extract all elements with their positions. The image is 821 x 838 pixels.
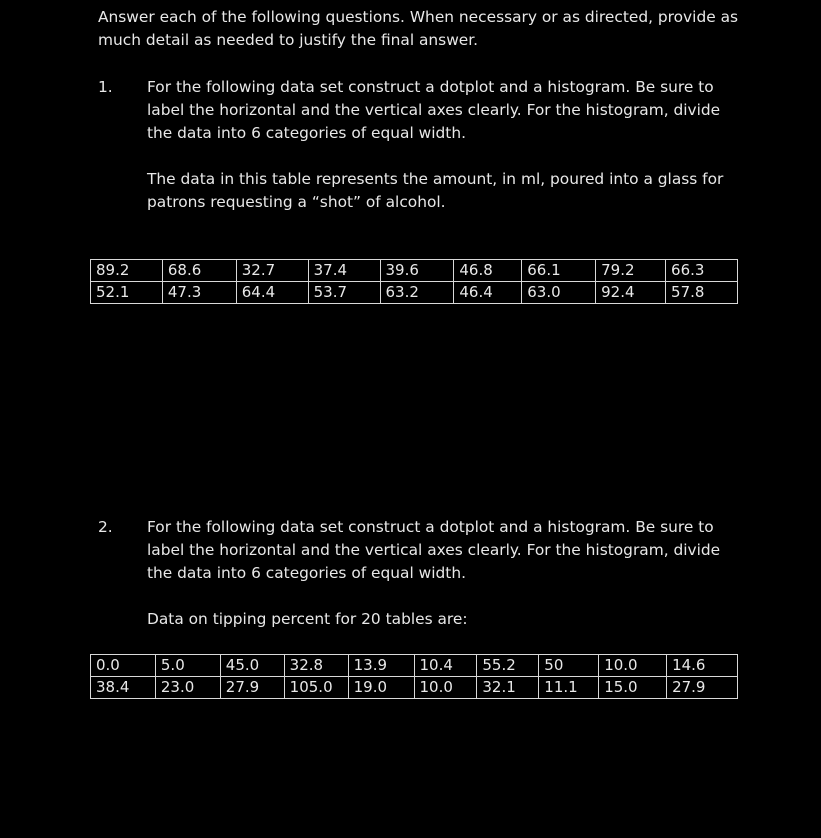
question-1-table-cell: 47.3: [162, 282, 236, 304]
table-row: [91, 655, 738, 677]
question-2-table-cell: 38.4: [91, 677, 156, 699]
question-2-table-cell: 23.0: [155, 677, 220, 699]
question-1-table-cell: 92.4: [596, 282, 666, 304]
question-2-table-cell: 105.0: [284, 677, 348, 699]
question-2-table-cell: 10.0: [414, 677, 477, 699]
question-2-table-cell: 5.0: [155, 655, 220, 677]
question-1-table-cell: 46.8: [454, 260, 522, 282]
table-row: [91, 677, 738, 699]
question-1-table-cell: 64.4: [236, 282, 308, 304]
question-2-table-cell: 11.1: [539, 677, 599, 699]
question-2-table-cell: 19.0: [348, 677, 414, 699]
question-1-table-cell: 68.6: [162, 260, 236, 282]
question-2-table-cell: 14.6: [667, 655, 738, 677]
question-1-table-cell: 53.7: [308, 282, 380, 304]
question-2-table-cell: 0.0: [91, 655, 156, 677]
question-2-table-cell: 45.0: [220, 655, 284, 677]
table-row: [91, 260, 738, 282]
question-2-description: Data on tipping percent for 20 tables are:: [147, 610, 468, 628]
question-1-table-cell: 46.4: [454, 282, 522, 304]
question-2-table-cell: 13.9: [348, 655, 414, 677]
question-1-table-cell: 63.0: [522, 282, 596, 304]
question-2-table-cell: 15.0: [599, 677, 667, 699]
question-1-data-table: [90, 259, 738, 304]
question-1-table-cell: 89.2: [91, 260, 163, 282]
question-1-table-cell: 37.4: [308, 260, 380, 282]
question-1-table-cell: 32.7: [236, 260, 308, 282]
question-2-number: 2.: [98, 518, 113, 536]
question-1-description: The data in this table represents the amount, in ml, poured into a glass for patrons requesting a “shot” of alcohol.: [147, 170, 724, 211]
question-2-table-cell: 27.9: [667, 677, 738, 699]
question-1-table-cell: 66.3: [666, 260, 738, 282]
question-2-table-cell: 10.4: [414, 655, 477, 677]
question-2-table-cell: 55.2: [477, 655, 539, 677]
intro-text: Answer each of the following questions. When necessary or as directed, provide as much detail as needed to justify the final answer.: [98, 8, 739, 49]
question-1-table-cell: 52.1: [91, 282, 163, 304]
question-1-table-cell: 63.2: [380, 282, 454, 304]
question-2-table-cell: 32.8: [284, 655, 348, 677]
question-2-table-cell: 27.9: [220, 677, 284, 699]
question-1-table-cell: 79.2: [596, 260, 666, 282]
question-2-table-cell: 32.1: [477, 677, 539, 699]
question-1-number: 1.: [98, 78, 113, 96]
table-row: [91, 282, 738, 304]
question-1-table-cell: 66.1: [522, 260, 596, 282]
question-1-table-cell: 39.6: [380, 260, 454, 282]
question-2-table-cell: 50: [539, 655, 599, 677]
question-1-instruction: For the following data set construct a dotplot and a histogram. Be sure to label the horizontal and the vertical axes clearly. For the histogram, divide the data into 6 categories of equal width.: [147, 78, 721, 142]
question-2-instruction: For the following data set construct a dotplot and a histogram. Be sure to label the horizontal and the vertical axes clearly. For the histogram, divide the data into 6 categories of equal width.: [147, 518, 721, 582]
question-1-table-cell: 57.8: [666, 282, 738, 304]
question-2-table-cell: 10.0: [599, 655, 667, 677]
question-2-data-table: [90, 654, 738, 699]
